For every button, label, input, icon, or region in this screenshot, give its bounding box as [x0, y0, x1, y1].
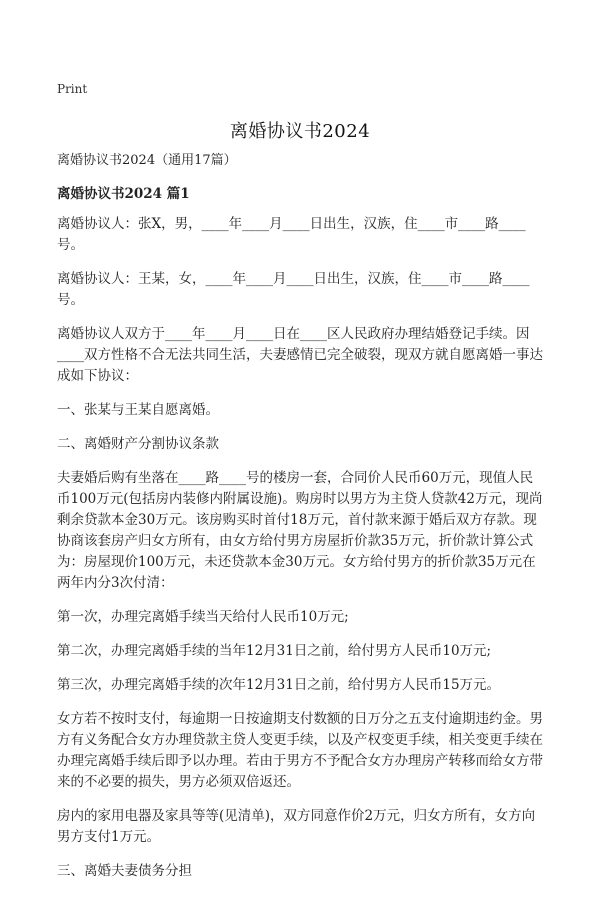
paragraph-payment-3: 第三次，办理完离婚手续的次年12月31日之前，给付男方人民币15万元。	[57, 677, 501, 693]
paragraph-payment-1: 第一次，办理完离婚手续当天给付人民币10万元;	[57, 609, 349, 625]
document-subtitle: 离婚协议书2024（通用17篇）	[57, 153, 237, 168]
paragraph-late-payment: 女方若不按时支付，每逾期一日按逾期支付数额的日万分之五支付逾期违约金。男方有义务配合女方办理贷款主贷人变更手续，以及产权变更手续，相关变更手续在办理完离婚手续后即予以办理。若由于男方不予配合女方办理房产转移而给女方带来的不必要的损失，男方必须双倍返还。	[57, 711, 543, 790]
paragraph-marriage-registration: 离婚协议人双方于____年____月____日在____区人民政府办理结婚登记手续。因____双方性格不合无法共同生活，夫妻感情已完全破裂，现双方就自愿离婚一事达成如下协议：	[57, 326, 543, 384]
paragraph-party-male: 离婚协议人：张X，男，____年____月____日出生，汉族，住____市____路____号。	[57, 216, 526, 253]
clause-heading-2: 二、离婚财产分割协议条款	[57, 436, 219, 452]
document-body	[57, 150, 546, 895]
paragraph-party-female: 离婚协议人：王某，女，____年____月____日出生，汉族，住____市____路____号。	[57, 271, 530, 308]
paragraph-appliances: 房内的家用电器及家具等等(见清单)，双方同意作价2万元，归女方所有，女方向男方支付1万元。	[57, 808, 536, 845]
clause-heading-1: 一、张某与王某自愿离婚。	[57, 402, 219, 418]
paragraph-property: 夫妻婚后购有坐落在____路____号的楼房一套，合同价人民币60万元，现值人民币100万元(包括房内装修内附属设施)。购房时以男方为主贷人贷款42万元，现尚剩余贷款本金30万元。该房购买时首付18万元，首付款来源于婚后双方存款。现协商该套房产归女方所有，由女方给付男方房屋折价款35万元，折价款计算公式为：房屋现价100万元，未还贷款本金30万元。女方给付男方的折价款35万元在两年内分3次付清：	[57, 470, 543, 591]
paragraph-payment-2: 第二次，办理完离婚手续的当年12月31日之前，给付男方人民币10万元;	[57, 643, 492, 659]
clause-heading-3: 三、离婚夫妻债务分担	[57, 863, 192, 879]
section-heading: 离婚协议书2024 篇1	[57, 186, 190, 202]
print-link[interactable]: Print	[57, 82, 88, 96]
document-title: 离婚协议书2024	[229, 121, 371, 142]
